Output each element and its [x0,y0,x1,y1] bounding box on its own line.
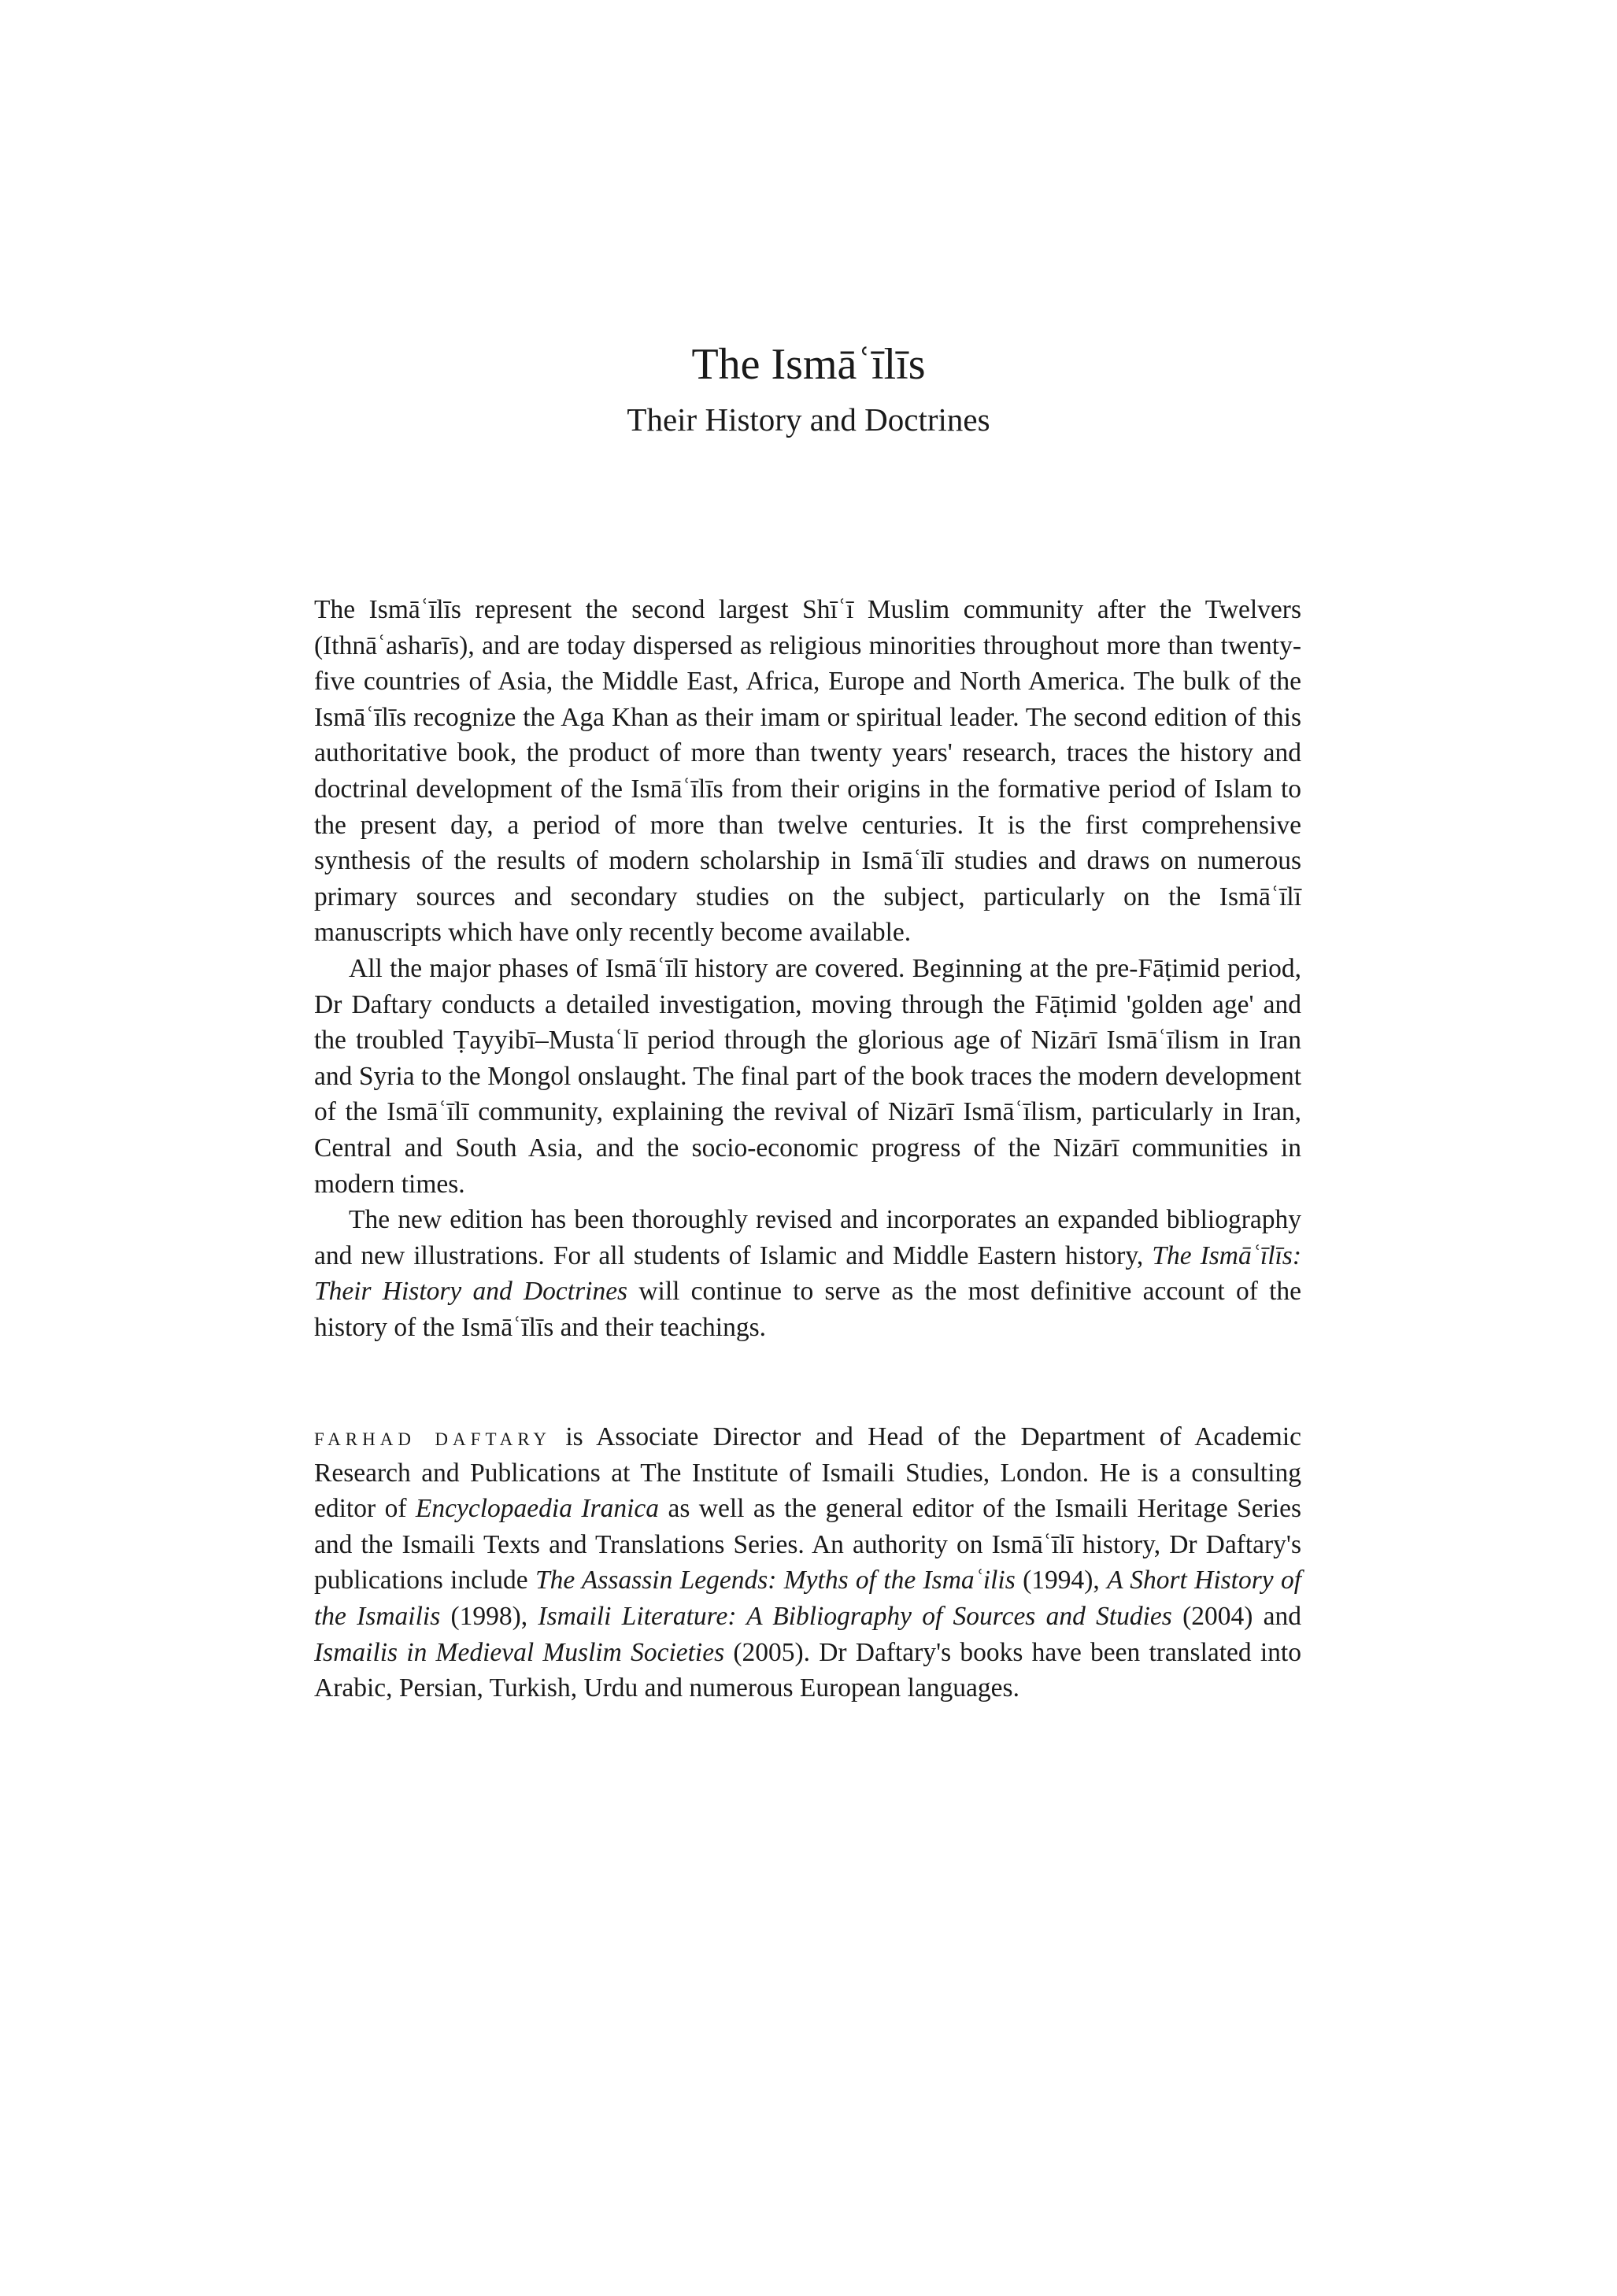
publication-title-5: Ismailis in Medieval Muslim Societies [314,1637,725,1667]
bio-text-4: (1998), [440,1601,538,1631]
author-biography [314,1419,1301,1706]
author-name: farhad daftary [314,1422,552,1451]
publication-title-1: Encyclopaedia Iranica [415,1494,660,1524]
publication-title-2: The Assassin Legends: Myths of the Ismaʿilis [535,1566,1016,1595]
book-subtitle: Their History and Doctrines [627,401,990,438]
bio-text-1: is Associate Director and Head of the Department of Academic Research and Publications at The Institute of Ismaili Studies, London. He is a consulting editor of [314,1422,1301,1524]
description-paragraph-2: All the major phases of Ismāʿīlī history are covered. Beginning at the pre-Fāṭimid period, Dr Daftary conducts a detailed investigation, moving through the Fāṭimid 'golden age' and the troubled Ṭayyibī–Mustaʿlī period through the glorious age of Nizārī Ismāʿīlism in Iran and Syria to the Mongol onslaught. The final part of the book traces the modern development of the Ismāʿīlī community, explaining the revival of Nizārī Ismāʿīlism, particularly in Iran, Central and South Asia, and the socio-economic progress of the Nizārī communities in modern times. [314,953,1301,1199]
bio-text-3: (1994), [1015,1566,1108,1595]
bio-text-5: (2004) and [1171,1601,1301,1631]
publication-title-3: A Short History of the Ismailis [314,1566,1301,1631]
title-block [0,338,1617,439]
book-description [314,592,1301,1345]
paragraph-3-text-b: will continue to serve as the most definitive account of the history of the Ismāʿīlīs and their teachings. [314,1277,1301,1342]
author-bio-paragraph [314,1419,1301,1706]
publication-title-4: Ismaili Literature: A Bibliography of Sources and Studies [538,1601,1172,1631]
bio-text-2: as well as the general editor of the Ismaili Heritage Series and the Ismaili Texts and Translations Series. An authority on Ismāʿīlī history, Dr Daftary's publications include [314,1494,1301,1595]
bio-text-6: (2005). Dr Daftary's books have been translated into Arabic, Persian, Turkish, Urdu and numerous European languages. [314,1637,1301,1703]
paragraph-3-text-a: The new edition has been thoroughly revised and incorporates an expanded bibliography and new illustrations. For all students of Islamic and Middle Eastern history, [314,1205,1301,1270]
book-title: The Ismāʿīlīs [691,340,926,389]
description-paragraph-1: The Ismāʿīlīs represent the second largest Shīʿī Muslim community after the Twelvers (Ithnāʿasharīs), and are today dispersed as religious minorities throughout more than twenty-five countries of Asia, the Middle East, Africa, Europe and North America. The bulk of the Ismāʿīlīs recognize the Aga Khan as their imam or spiritual leader. The second edition of this authoritative book, the product of more than twenty years' research, traces the history and doctrinal development of the Ismāʿīlīs from their origins in the formative period of Islam to the present day, a period of more than twelve centuries. It is the first comprehensive synthesis of the results of modern scholarship in Ismāʿīlī studies and draws on numerous primary sources and secondary studies on the subject, particularly on the Ismāʿīlī manuscripts which have only recently become available. [314,595,1301,948]
description-paragraph-3 [314,1202,1301,1345]
book-title-italic: The Ismāʿīlīs: Their History and Doctrines [314,1240,1301,1307]
